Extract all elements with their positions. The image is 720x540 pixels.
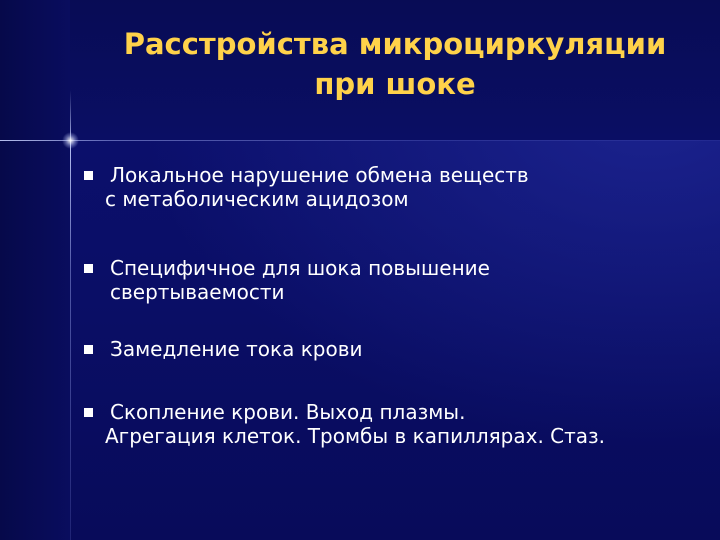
left-band	[0, 0, 70, 540]
bullet-line: Специфичное для шока повышение	[110, 256, 490, 280]
slide-title	[70, 24, 720, 104]
bullet-line: с метаболическим ацидозом	[105, 187, 409, 211]
bullet-line: Замедление тока крови	[110, 337, 363, 361]
vertical-divider	[70, 90, 71, 540]
bullet-line: Локальное нарушение обмена веществ	[110, 163, 529, 187]
bullet-text	[105, 400, 606, 448]
bullet-line: свертываемости	[110, 280, 285, 304]
bullet-text	[105, 163, 529, 211]
slide-title-line: при шоке	[314, 67, 476, 101]
square-bullet-icon	[84, 345, 93, 354]
bullet-line: Агрегация клеток. Тромбы в капиллярах. Стаз.	[105, 424, 606, 448]
square-bullet-icon	[84, 171, 93, 180]
slide-title-line: Расстройства микроциркуляции	[123, 27, 667, 61]
square-bullet-icon	[84, 408, 93, 417]
bullet-line: Скопление крови. Выход плазмы.	[110, 400, 466, 424]
crosshair-sparkle-icon	[62, 132, 79, 149]
bullet-text	[110, 256, 490, 304]
horizontal-divider	[0, 140, 720, 141]
square-bullet-icon	[84, 264, 93, 273]
bullet-text	[110, 337, 363, 361]
